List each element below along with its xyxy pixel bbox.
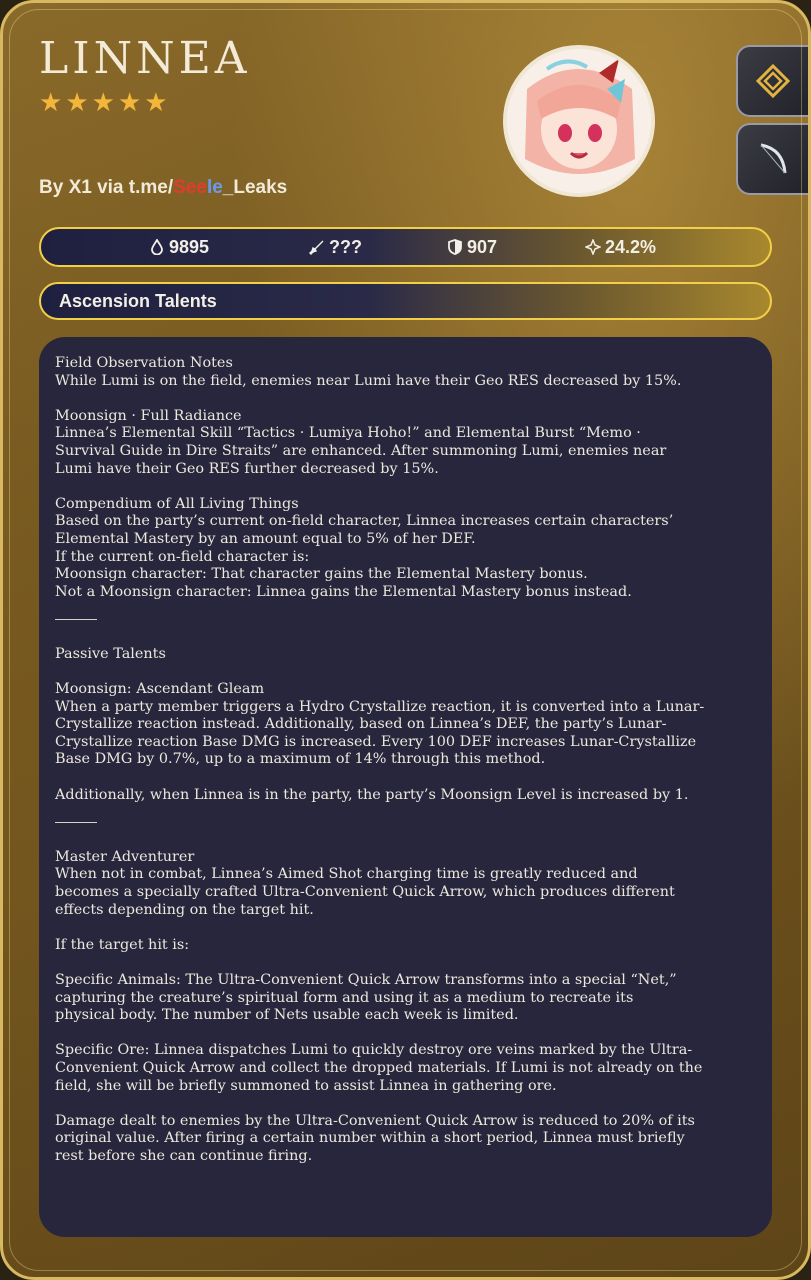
hp-drop-icon bbox=[149, 239, 165, 255]
talent-description-panel bbox=[39, 337, 772, 1237]
talent-text: When not in combat, Linnea’s Aimed Shot charging time is greatly reduced and bbox=[55, 866, 638, 883]
talent-text: Specific Ore: Linnea dispatches Lumi to quickly destroy ore veins marked by the Ultra- bbox=[55, 1042, 693, 1059]
talent-text: becomes a specially crafted Ultra-Convenient Quick Arrow, which produces different bbox=[55, 884, 675, 901]
bow-weapon-icon bbox=[753, 139, 793, 179]
talent-text: field, she will be briefly summoned to assist Linnea in gathering ore. bbox=[55, 1077, 557, 1094]
talent-text: Damage dealt to enemies by the Ultra-Convenient Quick Arrow is reduced to 20% of its bbox=[55, 1112, 695, 1129]
talent-specific-animals bbox=[55, 972, 756, 1025]
talent-text: Crystallize reaction Base DMG is increased. Every 100 DEF increases Lunar-Crystallize bbox=[55, 733, 697, 750]
talent-text: While Lumi is on the field, enemies near Lumi have their Geo RES decreased by 15%. bbox=[55, 372, 682, 389]
talent-text: If the current on-field character is: bbox=[55, 548, 310, 565]
stat-em-value: 24.2% bbox=[605, 236, 657, 257]
byline-suffix: _Leaks bbox=[222, 177, 288, 198]
talent-text: Convenient Quick Arrow and collect the dropped materials. If Lumi is not already on the bbox=[55, 1059, 703, 1076]
rarity-stars bbox=[39, 89, 168, 117]
star-icon: ★ bbox=[117, 88, 142, 118]
talent-text: Based on the party’s current on-field character, Linnea increases certain characters’ bbox=[55, 513, 674, 530]
talent-text: When a party member triggers a Hydro Crystallize reaction, it is converted into a Lunar- bbox=[55, 698, 705, 715]
character-name: LINNEA bbox=[39, 33, 251, 84]
geo-element-icon bbox=[755, 63, 791, 99]
talent-text: Not a Moonsign character: Linnea gains the Elemental Mastery bonus instead. bbox=[55, 583, 632, 600]
star-icon: ★ bbox=[65, 88, 89, 118]
weapon-tab[interactable] bbox=[736, 123, 808, 195]
stat-hp-value: 9895 bbox=[169, 236, 210, 257]
talent-moonsign-full-radiance bbox=[55, 408, 756, 478]
talent-title: Moonsign: Ascendant Gleam bbox=[55, 681, 265, 698]
stat-def bbox=[447, 237, 497, 258]
talent-text: original value. After firing a certain number within a short period, Linnea must briefly bbox=[55, 1130, 685, 1147]
stat-em bbox=[585, 237, 656, 258]
talent-text: physical body. The number of Nets usable each week is limited. bbox=[55, 1007, 519, 1024]
talent-title: Moonsign · Full Radiance bbox=[55, 407, 242, 424]
talent-text: Crystallize reaction instead. Additionally, based on Linnea’s DEF, the party’s Lunar- bbox=[55, 716, 667, 733]
byline-le: le bbox=[206, 177, 223, 198]
talent-text: Additionally, when Linnea is in the party, the party’s Moonsign Level is increased by 1. bbox=[55, 786, 689, 803]
talent-text: If the target hit is: bbox=[55, 936, 190, 953]
element-tab[interactable] bbox=[736, 45, 808, 117]
talent-ascendant-gleam bbox=[55, 681, 756, 769]
talent-text: effects depending on the target hit. bbox=[55, 901, 314, 918]
def-shield-icon bbox=[447, 239, 463, 255]
talent-text: rest before she can continue firing. bbox=[55, 1147, 313, 1164]
talent-ascendant-gleam-extra bbox=[55, 787, 756, 805]
stat-atk bbox=[309, 237, 362, 258]
talent-damage-note bbox=[55, 1113, 756, 1166]
byline bbox=[39, 177, 287, 199]
star-icon: ★ bbox=[39, 88, 63, 118]
talent-text: capturing the creature’s spiritual form and using it as a medium to recreate its bbox=[55, 989, 634, 1006]
passive-title: Passive Talents bbox=[55, 645, 166, 662]
talent-title: Master Adventurer bbox=[55, 848, 195, 865]
character-avatar bbox=[503, 45, 655, 197]
talent-text: Lumi have their Geo RES further decreased by 15%. bbox=[55, 460, 439, 477]
byline-prefix: By X1 via t.me/ bbox=[39, 177, 174, 198]
talent-text: Elemental Mastery by an amount equal to 5% of her DEF. bbox=[55, 530, 476, 547]
stat-def-value: 907 bbox=[467, 236, 498, 257]
talent-text: Specific Animals: The Ultra-Convenient Quick Arrow transforms into a special “Net,” bbox=[55, 972, 677, 988]
talent-specific-ore bbox=[55, 1042, 756, 1095]
section-title: Ascension Talents bbox=[39, 282, 772, 320]
talent-text: Survival Guide in Dire Straits” are enhanced. After summoning Lumi, enemies near bbox=[55, 442, 667, 459]
byline-see: See bbox=[173, 177, 207, 198]
stat-atk-value: ??? bbox=[329, 236, 362, 257]
divider bbox=[55, 822, 97, 823]
talent-text: Moonsign character: That character gains the Elemental Mastery bonus. bbox=[55, 566, 588, 583]
atk-sword-icon bbox=[309, 239, 325, 255]
talent-field-observation bbox=[55, 355, 756, 390]
talent-compendium bbox=[55, 496, 756, 602]
talent-text: Base DMG by 0.7%, up to a maximum of 14% through this method. bbox=[55, 751, 546, 768]
talent-title: Compendium of All Living Things bbox=[55, 495, 299, 512]
star-icon: ★ bbox=[144, 88, 168, 118]
talent-master-adventurer bbox=[55, 849, 756, 919]
divider bbox=[55, 619, 97, 620]
passive-heading bbox=[55, 646, 756, 664]
talent-text: Linnea’s Elemental Skill “Tactics · Lumiya Hoho!” and Elemental Burst “Memo · bbox=[55, 425, 641, 442]
stats-bar bbox=[39, 227, 772, 267]
avatar-portrait bbox=[507, 49, 651, 193]
talent-target-intro bbox=[55, 937, 756, 955]
talent-title: Field Observation Notes bbox=[55, 355, 233, 371]
em-star-icon bbox=[585, 239, 601, 255]
stat-hp bbox=[149, 237, 209, 258]
star-icon: ★ bbox=[91, 88, 115, 118]
